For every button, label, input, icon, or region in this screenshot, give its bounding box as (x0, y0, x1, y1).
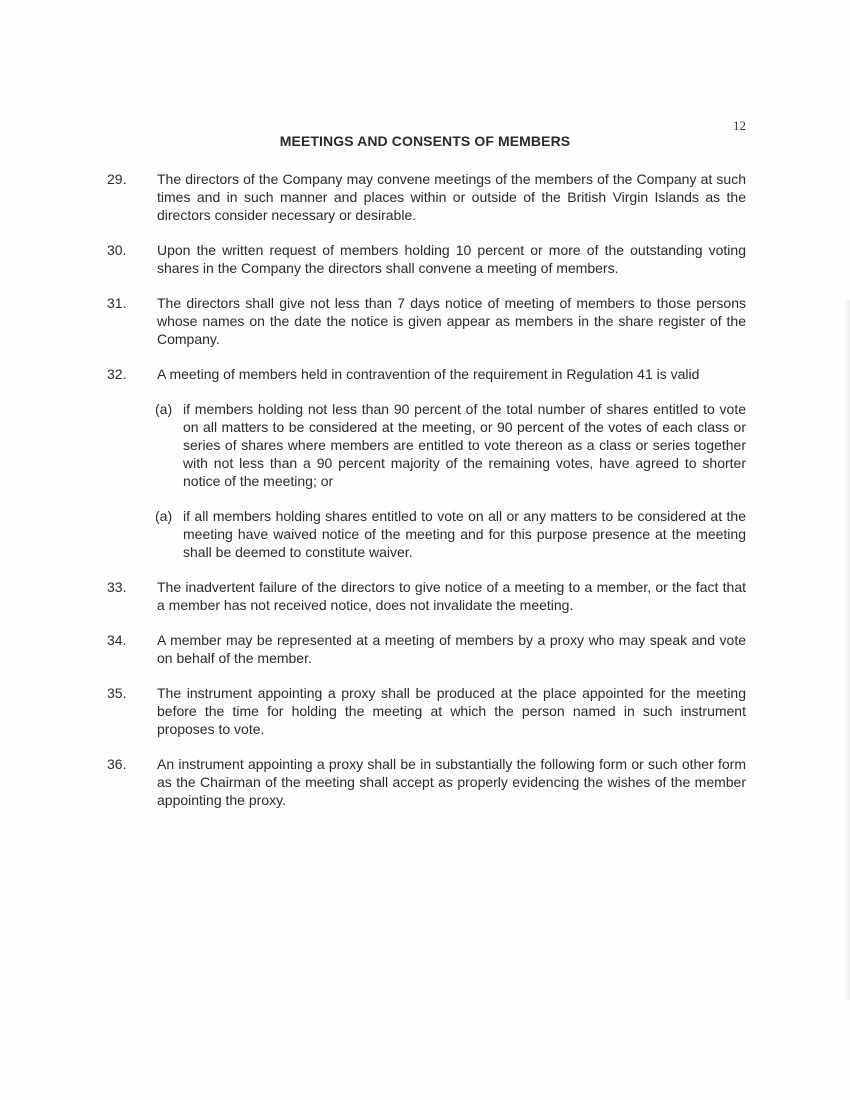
regulation-text: The instrument appointing a proxy shall be produced at the place appointed for the meeting before the time for holding the meeting at which the person named in such instrument proposes to vote. (157, 685, 746, 737)
regulation-36 (0, 755, 850, 809)
regulation-text: The directors shall give not less than 7 days notice of meeting of members to those persons whose names on the date the notice is given appear as members in the share register of the Company. (157, 295, 746, 347)
regulation-text: A meeting of members held in contravention of the requirement in Regulation 41 is valid (157, 366, 700, 382)
regulation-text: Upon the written request of members holding 10 percent or more of the outstanding voting shares in the Company the directors shall convene a meeting of members. (157, 242, 746, 276)
sub-clause-text: if all members holding shares entitled to vote on all or any matters to be considered at the meeting have waived notice of the meeting and for this purpose presence at the meeting shall be deemed to constitute waiver. (183, 508, 746, 560)
regulations-list (0, 170, 850, 826)
sub-clause-label: (a) (155, 401, 173, 417)
sub-clause-a-first (0, 400, 850, 490)
regulation-number: 34. (107, 632, 127, 648)
regulation-number: 30. (107, 242, 127, 258)
regulation-text: The directors of the Company may convene meetings of the members of the Company at such times and in such manner and places within or outside of the British Virgin Islands as the directors consider necessary or desirable. (157, 171, 746, 223)
regulation-number: 35. (107, 685, 127, 701)
regulation-34 (0, 631, 850, 667)
sub-clause-a-second (0, 507, 850, 561)
sub-clause-label: (a) (155, 508, 173, 524)
regulation-30 (0, 241, 850, 277)
sub-clause-text: if members holding not less than 90 percent of the total number of shares entitled to vote on all matters to be considered at the meeting, or 90 percent of the votes of each class or series of shares where members are entitled to vote thereon as a class or series together with not less than a 90 percent majority of the remaining votes, have agreed to shorter notice of the meeting; or (183, 401, 746, 489)
section-heading: MEETINGS AND CONSENTS OF MEMBERS (279, 133, 571, 149)
regulation-number: 29. (107, 171, 127, 187)
regulation-number: 32. (107, 366, 127, 382)
regulation-29 (0, 170, 850, 224)
regulation-32 (0, 365, 850, 561)
regulation-number: 33. (107, 579, 127, 595)
regulation-text: The inadvertent failure of the directors to give notice of a meeting to a member, or the fact that a member has not received notice, does not invalidate the meeting. (157, 579, 746, 613)
regulation-31 (0, 294, 850, 348)
regulation-text: An instrument appointing a proxy shall be in substantially the following form or such other form as the Chairman of the meeting shall accept as properly evidencing the wishes of the member appointing the proxy. (157, 756, 746, 808)
regulation-text: A member may be represented at a meeting of members by a proxy who may speak and vote on behalf of the member. (157, 632, 746, 666)
page-number: 12 (733, 118, 746, 133)
regulation-33 (0, 578, 850, 614)
regulation-35 (0, 684, 850, 738)
regulation-number: 36. (107, 756, 127, 772)
scan-edge-shadow (844, 300, 850, 1000)
regulation-number: 31. (107, 295, 127, 311)
